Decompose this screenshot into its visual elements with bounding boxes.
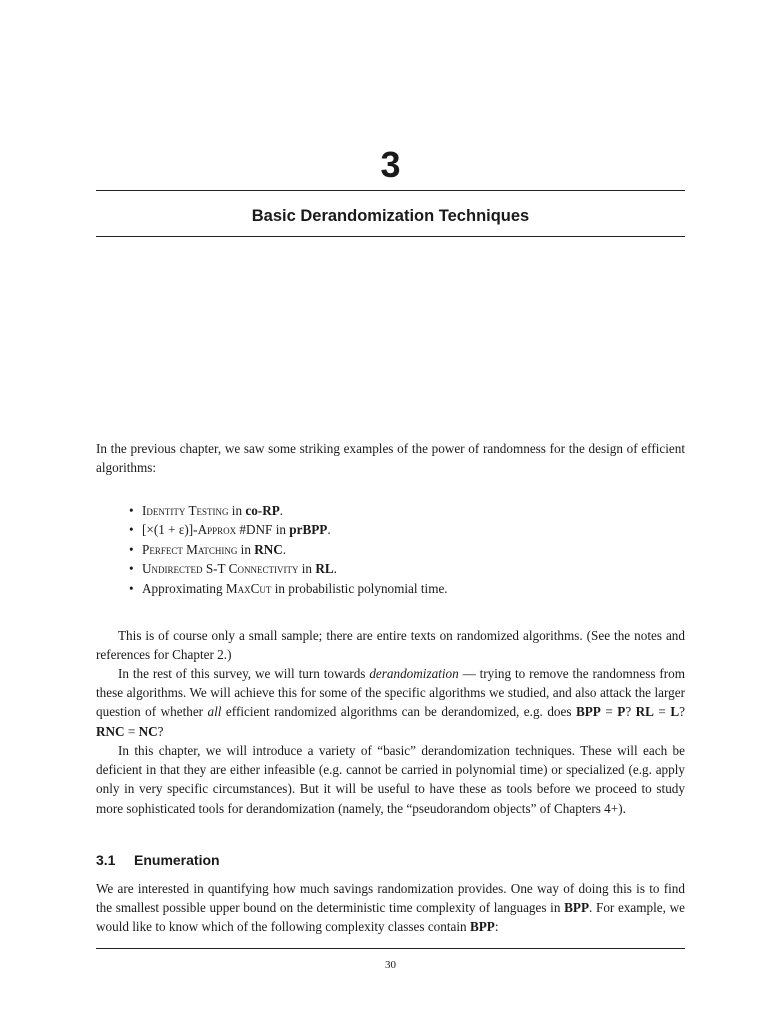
body-paragraph-3: In this chapter, we will introduce a variety of “basic” derandomization techniques. These will each be deficient in that they are either infeasible (e.g. cannot be carried in polynomial time) or specialized (e.g. apply only in very specific circumstances). But it will be useful to have these as tools before we proceed to study more sophisticated tools for derandomization (namely, the “pseudorandom objects” of Chapters 4+).: [96, 743, 685, 816]
body-paragraph-1: This is of course only a small sample; there are entire texts on randomized algorithms. (See the notes and references for Chapter 2.): [96, 628, 685, 663]
title-rule-bottom: [96, 236, 685, 237]
section-heading: [96, 850, 220, 870]
body-paragraph-2: In the rest of this survey, we will turn towards derandomization — trying to remove the randomness from these algorithms. We will achieve this for some of the specific algorithms we studied, and also attack the larger question of whether all efficient randomized algorithms can be derandomized, e.g. does BPP = P? RL = L? RNC = NC?: [96, 666, 685, 739]
problem-name: Perfect Matching: [142, 541, 238, 557]
complexity-class: RNC: [254, 541, 283, 557]
list-item: • Perfect Matching in RNC.: [130, 540, 685, 559]
problem-name: Identity Testing: [142, 503, 229, 518]
complexity-class: co-RP: [245, 503, 280, 518]
section-title: Enumeration: [134, 852, 220, 868]
list-item: • [×(1 + ε)]-Approx #DNF in prBPP.: [130, 520, 685, 539]
complexity-class: prBPP: [289, 522, 328, 538]
section-paragraph: We are interested in quantifying how much savings randomization provides. One way of doing this is to find the smallest possible upper bound on the deterministic time complexity of languages in BPP. For example, we would like to know which of the following complexity classes contain BPP:: [96, 881, 685, 935]
problem-name: Undirected S-T Connectivity: [142, 561, 299, 577]
chapter-title: Basic Derandomization Techniques: [251, 207, 530, 225]
list-item: • Approximating MaxCut in probabilistic polynomial time.: [130, 579, 685, 598]
page-number: 30: [385, 959, 396, 971]
complexity-class: RL: [315, 561, 334, 577]
chapter-number: 3: [380, 144, 401, 185]
emphasis: derandomization: [369, 666, 459, 681]
section-number: 3.1: [96, 852, 116, 868]
title-rule-top: [96, 190, 685, 191]
problem-name: Approx: [197, 522, 237, 538]
problem-name: MaxCut: [225, 580, 272, 596]
intro-paragraph: In the previous chapter, we saw some striking examples of the power of randomness for the design of efficient algorithms:: [96, 441, 685, 476]
list-item: • Identity Testing in co-RP.: [130, 501, 685, 520]
emphasis: all: [207, 704, 222, 720]
example-list: [130, 501, 685, 598]
footer-rule: [96, 948, 685, 949]
list-item: • Undirected S-T Connectivity in RL.: [130, 559, 685, 578]
